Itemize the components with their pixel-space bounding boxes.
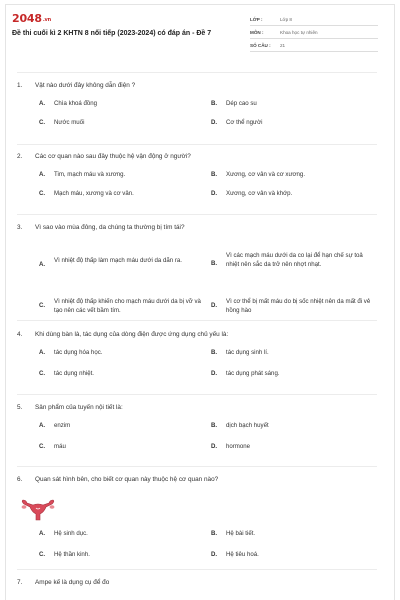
question-text: Quan sát hình bên, cho biết cơ quan này thuộc hệ cơ quan nào?	[35, 476, 219, 483]
site-logo[interactable]: 2048.vn	[12, 12, 51, 25]
meta-row-count: SỐ CÂU : 21	[250, 39, 378, 52]
divider	[17, 144, 377, 145]
divider	[17, 72, 377, 73]
question-number: 6.	[17, 476, 23, 483]
question-5: 5. Sản phẩm của tuyến nội tiết là: A. enzim B. dịch bạch huyết C. máu D. hormone	[17, 404, 269, 450]
question-text: Ampe kế là dụng cụ để đo	[35, 579, 110, 586]
question-1: 1. Vật nào dưới đây không dẫn điện ? A. Chìa khoá đồng B. Dép cao su C. Nước muối D. Cơ thể người	[17, 82, 263, 126]
page-header	[12, 12, 378, 60]
question-6	[17, 476, 377, 484]
question-number: 5.	[17, 404, 23, 411]
question-text: Vì sao vào mùa đông, da chúng ta thường bị tím tái?	[35, 224, 185, 231]
divider	[17, 466, 377, 467]
question-number: 2.	[17, 153, 23, 160]
question-4: 4. Khi dùng bàn là, tác dụng của dòng điện được ứng dụng chủ yếu là: A. tác dụng hóa học. B. tác dụng sinh lí. C. tác dụng nhiệt. D. tác dụng phát sáng.	[17, 331, 280, 377]
uterus-image	[20, 498, 56, 522]
exam-meta-table	[250, 13, 378, 52]
question-text: Khi dùng bàn là, tác dụng của dòng điện được ứng dụng chủ yếu là:	[35, 331, 229, 338]
meta-row-class: LỚP : Lớp 8	[250, 13, 378, 26]
question-7	[17, 579, 377, 587]
divider	[17, 394, 377, 395]
meta-row-subject: MÔN : Khoa học tự nhiên	[250, 26, 378, 39]
question-3: 3. Vì sao vào mùa đông, da chúng ta thường bị tím tái? A. Vì nhiệt độ thấp làm mạch máu dưới da dãn ra. B. Vì các mạch máu dưới da co lại để hạn chế sự toả nhiệt nên sắc da trở nên nhợt nhạt. C. Vì nhiệt độ thấp khiến cho mạch máu dưới da bị vỡ và tạo nên các vết bầm tím. D. Vì cơ thể bị mất máu do bị sốc nhiệt nên da mất đi vẻ hồng hào	[17, 224, 371, 314]
question-number: 4.	[17, 331, 23, 338]
question-6-options: A. Hệ sinh dục. B. Hệ bài tiết. C. Hệ thần kinh. D. Hệ tiêu hoá.	[39, 530, 259, 558]
question-number: 3.	[17, 224, 23, 231]
question-number: 7.	[17, 579, 23, 586]
question-text: Sản phẩm của tuyến nội tiết là:	[35, 404, 123, 411]
exam-title: Đề thi cuối kì 2 KHTN 8 nối tiếp (2023-2024) có đáp án - Đề 7	[12, 30, 212, 37]
divider	[17, 320, 377, 321]
question-number: 1.	[17, 82, 23, 89]
divider	[17, 214, 377, 215]
question-2: 2. Các cơ quan nào sau đây thuộc hệ vận động ở người? A. Tim, mạch máu và xương. B. Xương, cơ vân và cơ xương. C. Mạch máu, xương và cơ vân. D. Xương, cơ vân và khớp.	[17, 153, 306, 197]
question-text: Các cơ quan nào sau đây thuộc hệ vận động ở người?	[35, 153, 191, 160]
question-text: Vật nào dưới đây không dẫn điện ?	[35, 82, 136, 89]
divider	[17, 569, 377, 570]
